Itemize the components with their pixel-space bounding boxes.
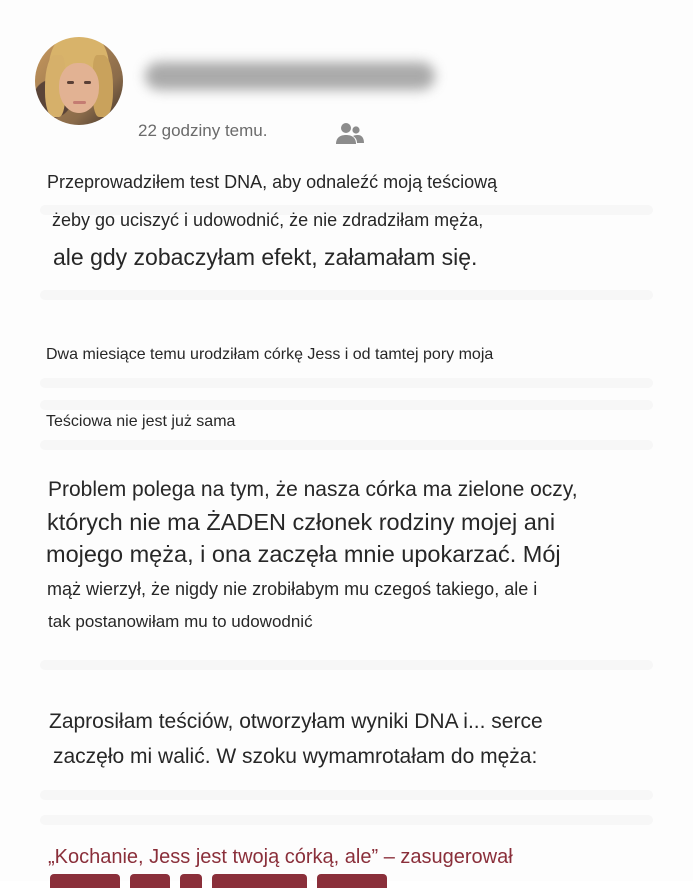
background-texture (40, 290, 653, 300)
post-text-line: Zaprosiłam teściów, otworzyłam wyniki DNA i... serce (49, 710, 543, 733)
post-text-line: mojego męża, i ona zaczęła mnie upokarzać. Mój (46, 541, 561, 567)
avatar-eye (67, 81, 74, 84)
background-texture (40, 378, 653, 388)
post-text-line: Przeprowadziłem test DNA, aby odnaleźć moją teściową (47, 172, 498, 192)
post-text-line: Problem polega na tym, że nasza córka ma zielone oczy, (48, 478, 578, 501)
post-text-line: Teściowa nie jest już sama (46, 413, 236, 430)
post-text-line: zaczęło mi walić. W szoku wymamrotałam do męża: (53, 745, 538, 768)
clipped-word (317, 874, 387, 888)
background-texture (40, 400, 653, 410)
avatar[interactable] (35, 37, 123, 125)
avatar-face (59, 63, 99, 113)
post-text-line: ale gdy zobaczyłam efekt, załamałam się. (53, 244, 478, 270)
background-texture (40, 815, 653, 825)
avatar-eye (84, 81, 91, 84)
group-icon[interactable] (335, 121, 365, 145)
background-texture (40, 440, 653, 450)
post-text-line: mąż wierzył, że nigdy nie zrobiłabym mu czegoś takiego, ale i (47, 579, 538, 599)
clipped-word (50, 874, 120, 888)
clipped-word (180, 874, 202, 888)
avatar-mouth (73, 101, 86, 104)
post-text-line: Dwa miesiące temu urodziłam córkę Jess i od tamtej pory moja (46, 346, 494, 363)
background-texture (40, 790, 653, 800)
post-text-line: tak postanowiłam mu to udowodnić (48, 612, 313, 631)
author-name-redacted[interactable] (145, 62, 435, 90)
post-text-line: żeby go uciszyć i udowodnić, że nie zdradziłam męża, (52, 210, 484, 230)
post-timestamp[interactable]: 22 godziny temu. (138, 121, 268, 140)
background-texture (40, 660, 653, 670)
post-text-line: których nie ma ŻADEN członek rodziny mojej ani (47, 509, 556, 535)
clipped-word (212, 874, 307, 888)
clipped-word (130, 874, 170, 888)
post-text-quote-line: „Kochanie, Jess jest twoją córką, ale” – zasugerował (48, 846, 513, 868)
post-text-clipped-line (50, 874, 450, 888)
